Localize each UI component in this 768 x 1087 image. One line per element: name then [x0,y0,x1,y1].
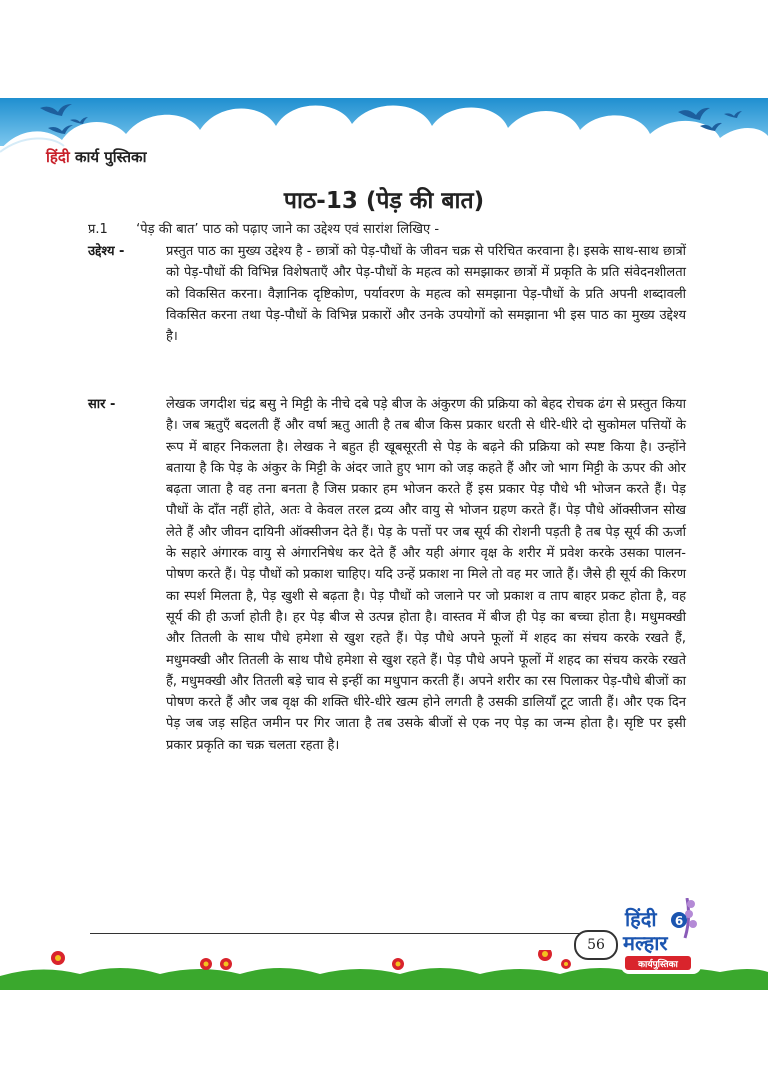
question-number: प्र.1 [88,222,108,237]
logo-grade: 6 [674,914,684,928]
workbook-header [46,147,146,167]
lesson-title: पाठ-13 (पेड़ की बात) [283,188,485,214]
summary-section [88,394,686,756]
workbook-logo [617,898,705,980]
flower-icon [51,950,571,970]
logo-line3: कार्यपुस्तिका [638,960,678,970]
logo-line1: हिंदी [625,907,657,931]
logo-line2: मल्हार [623,931,668,955]
page-number: 56 [574,930,618,960]
objective-label: उद्देश्य - [88,244,125,259]
objective-section [88,241,686,347]
header-hindi-mark: हिंदी [46,148,70,166]
objective-text: प्रस्तुत पाठ का मुख्य उद्देश्य है - छात्रों को पेड़-पौधों के जीवन चक्र से परिचित करवाना है। इसके साथ-साथ छात्रों को पेड़-पौधों की विभिन्न विशेषताएँ और पेड़-पौधों के महत्व को समझाकर छात्रों में प्रकृति के प्रति संवेदनशीलता को विकसित करना। वैज्ञानिक दृष्टिकोण, पर्यावरण के महत्व को समझाना पेड़-पौधों के प्रति अपनी शब्दावली विकसित करना तथा पेड़-पौधों के विभिन्न प्रकारों और उनके उपयोगों को समझाना भी इस पाठ का मुख्य उद्देश्य है। [166,244,686,345]
summary-label: सार - [88,397,116,412]
summary-text: लेखक जगदीश चंद्र बसु ने मिट्टी के नीचे दबे पड़े बीज के अंकुरण की प्रक्रिया को बेहद रोचक ढंग से प्रस्तुत किया है। जब ऋतुएँ बदलती हैं और वर्षा ऋतु आती है तब बीज किस प्रकार धरती से धीरे-धीरे दो सुकोमल पत्तियों के रूप में बाहर निकलता है। लेखक ने बहुत ही खूबसूरती से पेड़ के बढ़ने की प्रक्रिया को स्पष्ट किया है। उन्होंने बताया है कि पेड़ के अंकुर के मिट्टी के अंदर जाते हुए भाग को जड़ कहते हैं और जो भाग मिट्टी के ऊपर की ओर बढ़ता जाता है वह तना बनता है जिस प्रकार हम भोजन करते हैं इस प्रकार पेड़ पौधे भी भोजन करते हैं। पेड़ पौधों के दाँत नहीं होते, अतः वे केवल तरल द्रव्य और वायु से भोजन ग्रहण करते हैं। पेड़ पौधे ऑक्सीजन सोख लेते हैं और जीवन दायिनी ऑक्सीजन देते हैं। पेड़ के पत्तों पर जब सूर्य की रोशनी पड़ती है तब पेड़ सूर्य की ऊर्जा के सहारे अंगारक वायु से अंगारनिषेध कर देते हैं और यही अंगार वृक्ष के शरीर में प्रवेश करके उसका पालन-पोषण करते हैं। पेड़ पौधों को प्रकाश चाहिए। यदि उन्हें प्रकाश ना मिले तो वह मर जाते हैं। जैसे ही सूर्य की किरण का स्पर्श मिलता है, पेड़ खुशी से बढ़ता है। पेड़ पौधों को जलाने पर जो प्रकाश व ताप बाहर प्रकट होता है, वह सूर्य की ही ऊर्जा होती है। हर पेड़ बीज से उत्पन्न होता है। वास्तव में बीज ही पेड़ का बच्चा होता है। मधुमक्खी और तितली के साथ पौधे हमेशा से खुश रहते हैं। पेड़ पौधे अपने फूलों में शहद का संचय करके रखते हैं, मधुमक्खी और तितली के साथ पौधे हमेशा से खुश रहते हैं। पेड़ पौधे अपने फूलों में शहद का संचय करके रखते हैं, मधुमक्खी और तितली बड़े चाव से इन्हीं का मधुपान करती हैं। अपने शरीर का रस पिलाकर पेड़-पौधे बीजों का पोषण करते हैं और जब वृक्ष की शक्ति धीरे-धीरे खत्म होने लगती है उसकी डालियाँ टूट जाती हैं। और एक दिन पेड़ जब जड़ सहित जमीन पर गिर जाता है तब उसके बीजों से एक नए पेड़ का जन्म होता है। सृष्टि पर इसी प्रकार प्रकृति का चक्र चलता रहता है। [166,397,686,753]
question-text: ‘पेड़ की बात’ पाठ को पढ़ाए जाने का उद्देश्य एवं सारांश लिखिए - [136,222,440,237]
footer-divider [90,933,610,934]
header-label-text: कार्य पुस्तिका [74,148,147,166]
question [88,219,688,237]
